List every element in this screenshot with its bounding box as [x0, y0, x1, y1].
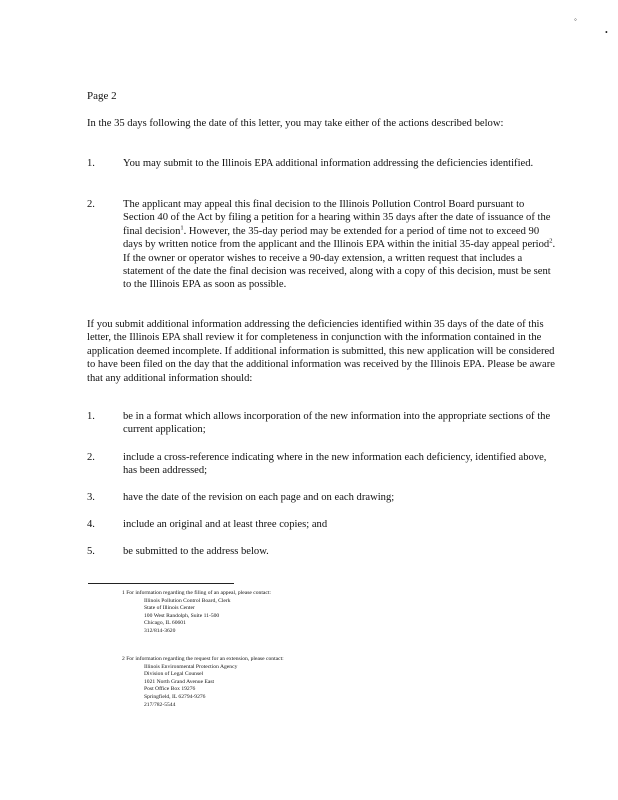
footnote-2-heading: 2 For information regarding the request for an extension, please contact: — [122, 656, 284, 662]
requirement-5-text: be submitted to the address below. — [123, 546, 269, 557]
footnote-2-line: Post Office Box 19276 — [144, 686, 196, 693]
requirement-2-number: 2. — [87, 452, 95, 463]
option-2-text-c: . If the owner or operator wishes to receive a 90-day extension, a written request that includes a statement of the date the final decision was received, along with a copy of this decision, must be sent to the Illinois EPA as soon as possible. — [123, 239, 556, 291]
footnote-ref-1: 1 — [180, 224, 184, 232]
requirement-1-number: 1. — [87, 411, 95, 422]
page-number: Page 2 — [87, 90, 117, 102]
intro-paragraph: In the 35 days following the date of this letter, you may take either of the actions described below: — [87, 118, 504, 129]
option-2-text-a: The applicant may appeal this final decision to the Illinois Pollution Control Board pursuant to Section 40 of the Act by filing a petition for a hearing within 35 days after the date of issuance of the final decision — [123, 199, 551, 237]
footnote-1-line: Chicago, IL 60601 — [144, 620, 186, 627]
requirement-3-text: have the date of the revision on each page and on each drawing; — [123, 492, 395, 503]
requirement-4-text: include an original and at least three copies; and — [123, 519, 328, 530]
footnote-2-line: 217/782-5544 — [144, 701, 176, 708]
requirement-1-text: be in a format which allows incorporation of the new information into the appropriate sections of the current application; — [123, 411, 551, 436]
requirement-2-text: include a cross-reference indicating where in the new information each deficiency, identified above, has been addressed; — [123, 452, 547, 477]
footnote-1 — [122, 590, 271, 636]
footnote-2-line: Division of Legal Counsel — [144, 671, 204, 678]
footnote-2-line: Springfield, IL 62794-9276 — [144, 693, 206, 700]
submit-paragraph: If you submit additional information addressing the deficiencies identified within 35 days of the date of this letter, the Illinois EPA shall review it for completeness in conjunction with the information contained in the application deemed incomplete. If additional information is submitted, this new application will be considered to have been filed on the day that the additional information was received by the Illinois EPA. Please be aware that any additional information should: — [87, 319, 555, 384]
footnote-1-line: Illinois Pollution Control Board, Clerk — [144, 597, 231, 604]
footnote-2 — [122, 656, 284, 709]
option-1-number: 1. — [87, 158, 95, 169]
scan-mark-b: • — [605, 28, 608, 37]
footnote-1-line: 100 West Randolph, Suite 11-500 — [144, 612, 220, 619]
option-1-text: You may submit to the Illinois EPA additional information addressing the deficiencies identified. — [123, 158, 534, 169]
option-2-number: 2. — [87, 199, 95, 210]
footnote-divider — [88, 583, 234, 584]
scan-mark-a: ◦ — [574, 15, 577, 24]
footnote-1-line: State of Illinois Center — [144, 605, 195, 612]
footnote-1-line: 312/814-3620 — [144, 627, 176, 634]
requirement-5-number: 5. — [87, 546, 95, 557]
footnote-2-line: Illinois Environmental Protection Agency — [144, 663, 238, 670]
footnote-2-line: 1021 North Grand Avenue East — [144, 678, 215, 685]
footnote-ref-2: 2 — [549, 237, 553, 245]
requirement-4-number: 4. — [87, 519, 95, 530]
option-2-text-b: . However, the 35-day period may be extended for a period of time not to exceed 90 days by written notice from the applicant and the Illinois EPA within the initial 35-day appeal period — [123, 225, 550, 251]
option-2-text — [123, 198, 557, 292]
footnote-1-heading: 1 For information regarding the filing of an appeal, please contact: — [122, 590, 271, 596]
requirement-3-number: 3. — [87, 492, 95, 503]
